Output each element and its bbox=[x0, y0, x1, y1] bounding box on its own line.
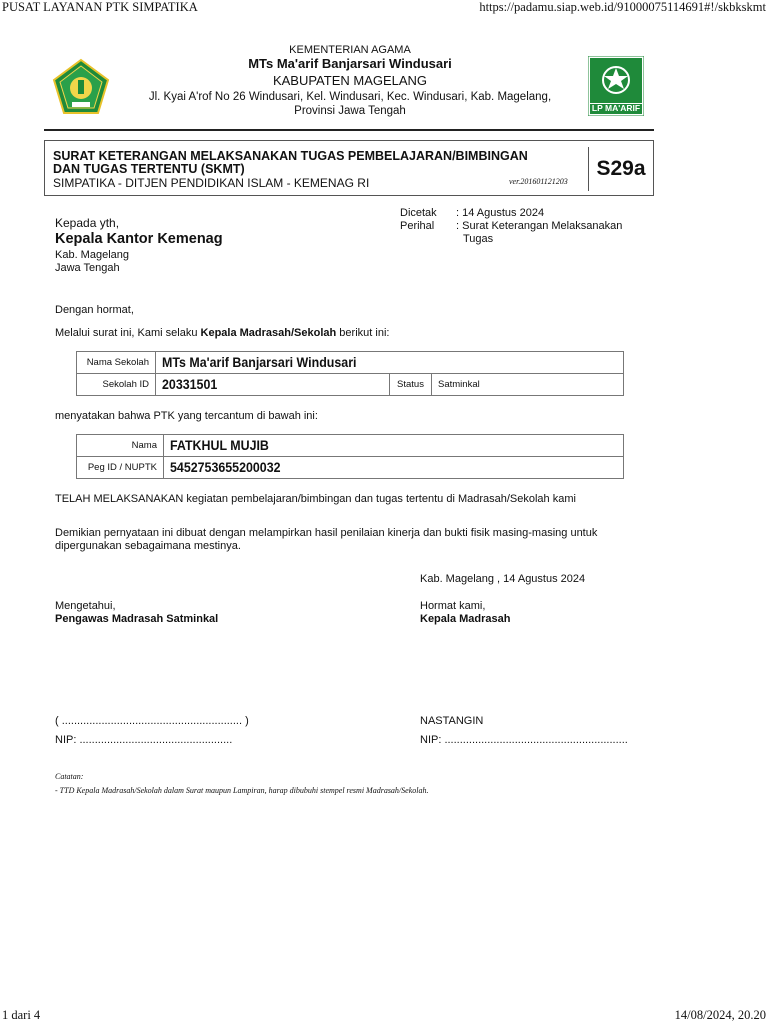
document-title-line-2: DAN TUGAS TERTENTU (SKMT) bbox=[53, 162, 245, 176]
subject-value-line-1: : Surat Keterangan Melaksanakan bbox=[456, 220, 623, 232]
ptk-id-label: Peg ID / NUPTK bbox=[77, 457, 164, 479]
school-name-text: MTs Ma'arif Banjarsari Windusari bbox=[162, 355, 357, 370]
carried-out-sentence: TELAH MELAKSANAKAN kegiatan pembelajaran/bimbingan dan tugas tertentu di Madrasah/Sekolah kami bbox=[55, 493, 576, 505]
table-row bbox=[77, 435, 624, 457]
right-signer-heading: Hormat kami, bbox=[420, 600, 486, 612]
document-title-line-1: SURAT KETERANGAN MELAKSANAKAN TUGAS PEMBELAJARAN/BIMBINGAN bbox=[53, 149, 528, 163]
ptk-table bbox=[76, 434, 624, 479]
school-id-text: 20331501 bbox=[162, 377, 218, 392]
ptk-name-label: Nama bbox=[77, 435, 164, 457]
ptk-name-value bbox=[164, 435, 624, 457]
status-value: Satminkal bbox=[432, 374, 624, 396]
subject-value-line-2: Tugas bbox=[463, 233, 494, 245]
intro-sentence bbox=[55, 327, 389, 339]
document-version: ver.201601121203 bbox=[509, 177, 568, 186]
subject-label: Perihal bbox=[400, 220, 435, 232]
table-row bbox=[77, 352, 624, 374]
closing-line-2: dipergunakan sebagaimana mestinya. bbox=[55, 540, 241, 552]
school-table bbox=[76, 351, 624, 396]
title-box bbox=[44, 140, 654, 196]
print-header-url: https://padamu.siap.web.id/91000075114691#!/skbkskmt bbox=[479, 0, 766, 14]
document-subtitle: SIMPATIKA - DITJEN PENDIDIKAN ISLAM - KEMENAG RI bbox=[53, 176, 370, 190]
left-signer-nip: NIP: .................................................. bbox=[55, 734, 233, 746]
ministry-name: KEMENTERIAN AGAMA bbox=[289, 44, 411, 56]
right-signer-name: NASTANGIN bbox=[420, 715, 484, 727]
letterhead-divider bbox=[44, 129, 654, 131]
ptk-id-text: 5452753655200032 bbox=[170, 460, 281, 475]
school-id-label: Sekolah ID bbox=[77, 374, 156, 396]
school-id-value bbox=[156, 374, 390, 396]
printed-date: : 14 Agustus 2024 bbox=[456, 207, 545, 219]
ptk-id-value bbox=[164, 457, 624, 479]
document-code: S29a bbox=[588, 147, 653, 191]
intro-bold: Kepala Madrasah/Sekolah bbox=[200, 327, 337, 339]
recipient-greeting: Kepada yth, bbox=[55, 216, 120, 230]
print-footer-page: 1 dari 4 bbox=[2, 1008, 41, 1022]
recipient-line-2: Jawa Tengah bbox=[55, 262, 120, 274]
intro-post: berikut ini: bbox=[336, 327, 390, 339]
closing-line-1: Demikian pernyataan ini dibuat dengan melampirkan hasil penilaian kinerja dan bukti fisik masing-masing untuk bbox=[55, 527, 598, 539]
status-label: Status bbox=[390, 374, 432, 396]
right-signer-role: Kepala Madrasah bbox=[420, 613, 511, 625]
recipient-line-1: Kab. Magelang bbox=[55, 249, 129, 261]
school-name-label: Nama Sekolah bbox=[77, 352, 156, 374]
school-name-header: MTs Ma'arif Banjarsari Windusari bbox=[248, 56, 452, 71]
recipient-name: Kepala Kantor Kemenag bbox=[55, 231, 223, 247]
notes-text: - TTD Kepala Madrasah/Sekolah dalam Surat maupun Lampiran, harap dibubuhi stempel resmi Madrasah/Sekolah. bbox=[55, 786, 429, 795]
lp-maarif-logo bbox=[588, 56, 644, 116]
notes-label: Catatan: bbox=[55, 772, 84, 781]
lp-maarif-logo-text: LP MA'ARIF bbox=[591, 103, 641, 113]
school-name-value bbox=[156, 352, 624, 374]
place-date: Kab. Magelang , 14 Agustus 2024 bbox=[420, 573, 586, 585]
declares-sentence: menyatakan bahwa PTK yang tercantum di bawah ini: bbox=[55, 410, 318, 422]
left-signer-name: ( ........................................................... ) bbox=[55, 715, 249, 727]
printed-label: Dicetak bbox=[400, 207, 437, 219]
address-line-1: Jl. Kyai A'rof No 26 Windusari, Kel. Windusari, Kec. Windusari, Kab. Magelang, bbox=[148, 91, 552, 103]
print-header-title: PUSAT LAYANAN PTK SIMPATIKA bbox=[2, 0, 198, 14]
print-footer-datetime: 14/08/2024, 20.20 bbox=[674, 1008, 766, 1022]
address-line-2: Provinsi Jawa Tengah bbox=[294, 105, 406, 117]
regency-name: KABUPATEN MAGELANG bbox=[272, 73, 428, 88]
left-signer-heading: Mengetahui, bbox=[55, 600, 116, 612]
salutation: Dengan hormat, bbox=[55, 304, 134, 316]
table-row bbox=[77, 457, 624, 479]
intro-pre: Melalui surat ini, Kami selaku bbox=[55, 327, 201, 339]
right-signer-nip: NIP: ............................................................ bbox=[420, 734, 628, 746]
left-signer-role: Pengawas Madrasah Satminkal bbox=[55, 613, 219, 625]
kemenag-logo bbox=[52, 58, 110, 116]
ptk-name-text: FATKHUL MUJIB bbox=[170, 438, 269, 453]
table-row bbox=[77, 374, 624, 396]
